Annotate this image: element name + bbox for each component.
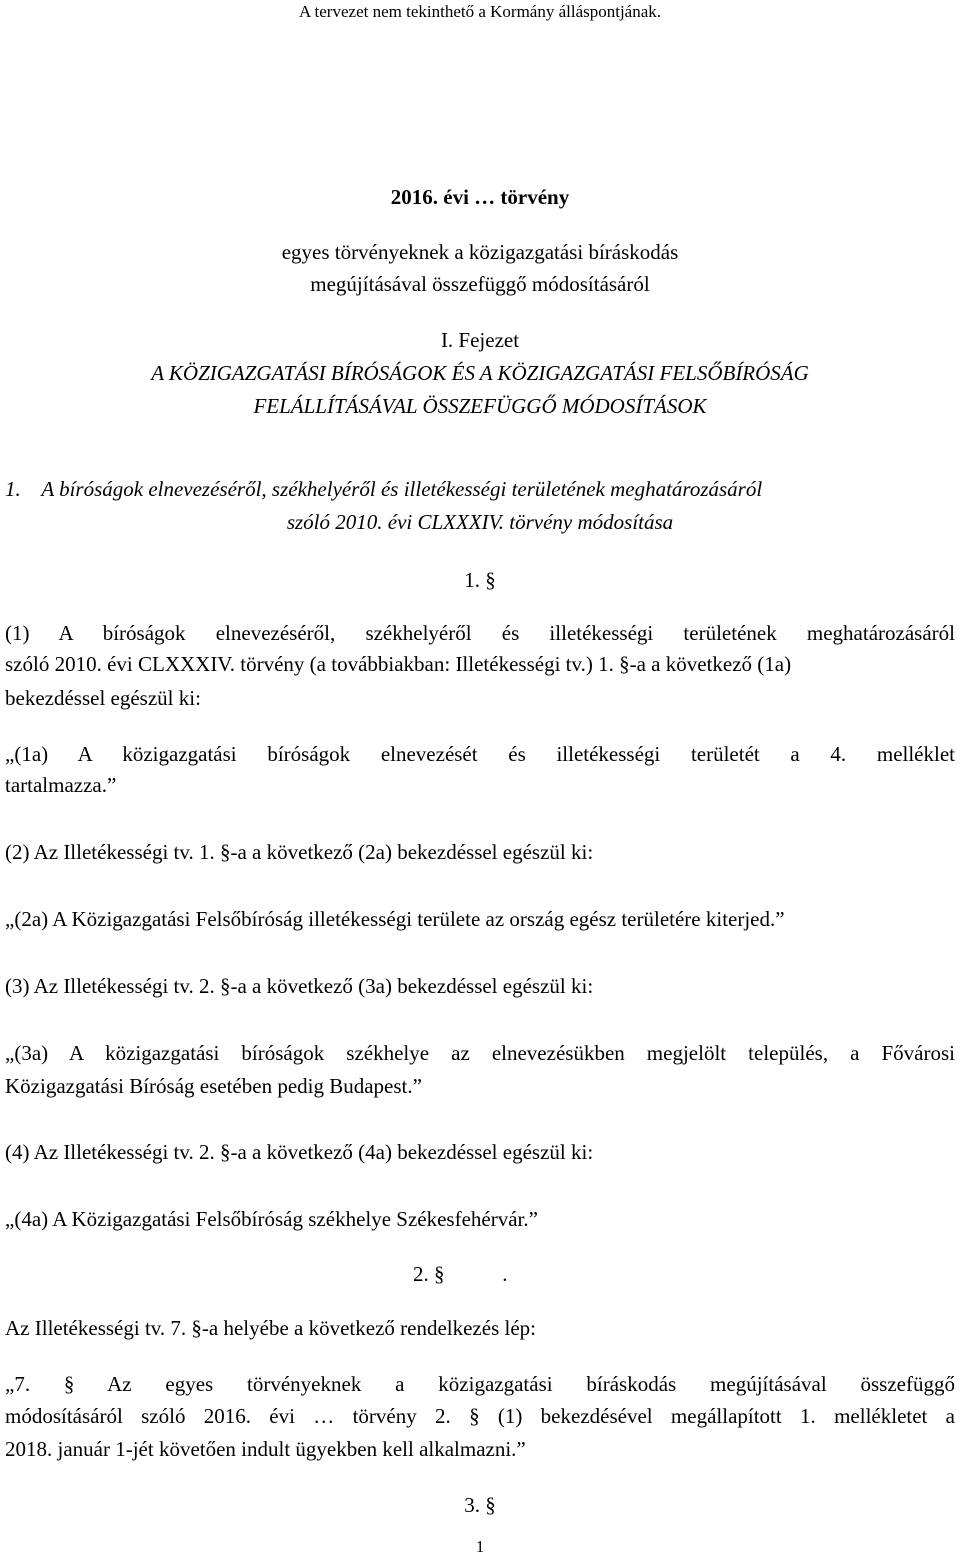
paragraph-number-1: 1. § — [464, 568, 496, 592]
law-subtitle-line-1: egyes törvényeknek a közigazgatási bíráskodás — [281, 240, 679, 264]
chapter-title-line-1: A KÖZIGAZGATÁSI BÍRÓSÁGOK ÉS A KÖZIGAZGATÁSI FELSŐBÍRÓSÁG — [151, 361, 809, 385]
draft-disclaimer: A tervezet nem tekinthető a Kormány álláspontjának. — [298, 2, 662, 21]
section-heading-line-1: 1. A bíróságok elnevezéséről, székhelyéről és illetékességi területének meghatározásáról — [5, 477, 763, 501]
quote-7-line-2: módosításáról szóló 2016. évi … törvény 2. § (1) bekezdésével megállapított 1. mellékletet a — [5, 1404, 955, 1428]
paragraph-number-2: 2. § . — [413, 1262, 508, 1286]
quote-4a: „(4a) A Közigazgatási Felsőbíróság székhelye Székesfehérvár.” — [5, 1207, 538, 1231]
law-subtitle-line-2: megújításával összefüggő módosításáról — [310, 272, 650, 296]
quote-2a: „(2a) A Közigazgatási Felsőbíróság illetékességi területe az ország egész területére kiterjed.” — [5, 907, 785, 931]
paragraph-1-line-2: szóló 2010. évi CLXXXIV. törvény (a továbbiakban: Illetékességi tv.) 1. §-a a következő (1a) — [5, 652, 792, 676]
quote-3a-line-1: „(3a) A közigazgatási bíróságok székhelye az elnevezésükben megjelölt település, a Fővárosi — [5, 1041, 955, 1065]
paragraph-1-line-3: bekezdéssel egészül ki: — [5, 686, 201, 710]
quote-7-line-1: „7. § Az egyes törvényeknek a közigazgatási bíráskodás megújításával összefüggő — [5, 1372, 955, 1396]
paragraph-4: (4) Az Illetékességi tv. 2. §-a a következő (4a) bekezdéssel egészül ki: — [5, 1140, 594, 1164]
chapter-number: I. Fejezet — [440, 328, 520, 352]
paragraph-3: (3) Az Illetékességi tv. 2. §-a a következő (3a) bekezdéssel egészül ki: — [5, 974, 594, 998]
chapter-title-line-2: FELÁLLÍTÁSÁVAL ÖSSZEFÜGGŐ MÓDOSÍTÁSOK — [253, 394, 707, 418]
quote-1a-line-1: „(1a) A közigazgatási bíróságok elnevezését és illetékességi területét a 4. melléklet — [5, 742, 955, 766]
paragraph-2: (2) Az Illetékességi tv. 1. §-a a következő (2a) bekezdéssel egészül ki: — [5, 840, 594, 864]
page-number: 1 — [475, 1537, 485, 1556]
law-title: 2016. évi … törvény — [390, 185, 570, 209]
quote-1a-line-2: tartalmazza.” — [5, 773, 117, 797]
paragraph-2-intro: Az Illetékességi tv. 7. §-a helyébe a következő rendelkezés lép: — [5, 1316, 536, 1340]
quote-3a-line-2: Közigazgatási Bíróság esetében pedig Budapest.” — [5, 1074, 422, 1098]
paragraph-number-3: 3. § — [464, 1493, 496, 1517]
paragraph-1-line-1: (1) A bíróságok elnevezéséről, székhelyéről és illetékességi területének meghatározásáról — [5, 621, 955, 645]
section-heading-line-2: szóló 2010. évi CLXXXIV. törvény módosítása — [286, 510, 674, 534]
quote-7-line-3: 2018. január 1-jét követően indult ügyekben kell alkalmazni.” — [5, 1437, 526, 1461]
